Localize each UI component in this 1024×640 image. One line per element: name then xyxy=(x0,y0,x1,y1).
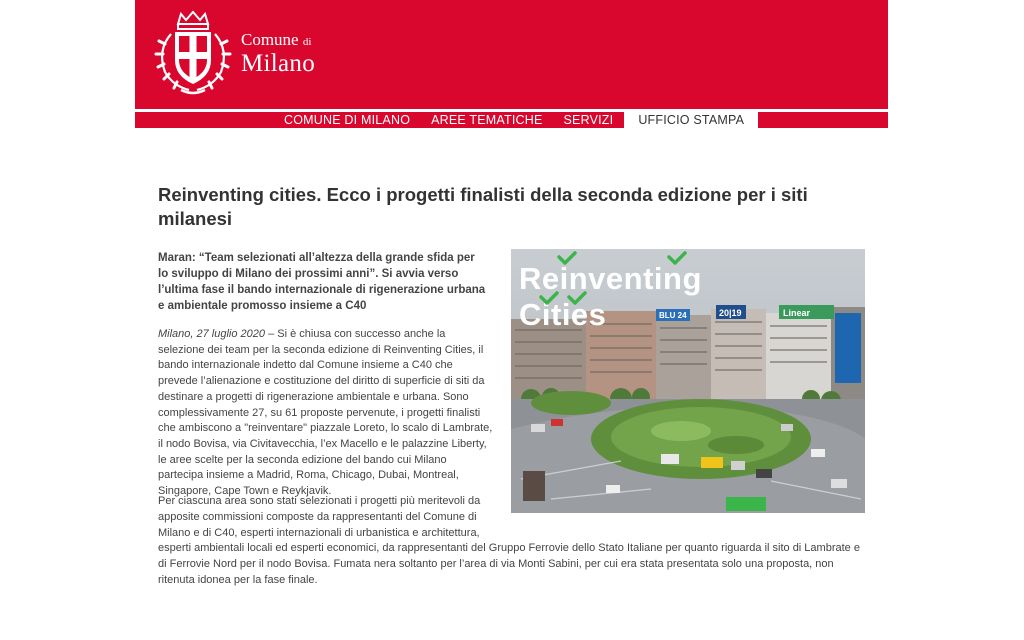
billboard-text-3: Linear xyxy=(783,308,811,318)
site-header xyxy=(135,0,888,128)
nav-item-ufficio-stampa[interactable]: UFFICIO STAMPA xyxy=(624,112,758,128)
check-icon xyxy=(559,253,575,263)
logo-milano: Milano xyxy=(241,49,316,77)
logo-di: di xyxy=(302,35,312,48)
comune-di-milano-logo[interactable] xyxy=(151,8,351,98)
brand-line-1: Reinventing xyxy=(519,261,702,296)
check-icon xyxy=(669,253,685,263)
article-paragraph-1 xyxy=(158,327,494,500)
brand-line-2: Cities xyxy=(519,297,607,332)
billboard-text-2: 20|19 xyxy=(719,308,742,318)
nav-item-servizi[interactable]: SERVIZI xyxy=(563,113,614,127)
billboard-text-1: BLU 24 xyxy=(659,311,687,320)
brand-check-marks xyxy=(511,249,865,329)
article-dateline: Milano, 27 luglio 2020 xyxy=(158,328,266,340)
nav-item-comune-di-milano[interactable]: COMUNE DI MILANO xyxy=(284,113,411,127)
article-title: Reinventing cities. Ecco i progetti finalisti della seconda edizione per i siti milanesi xyxy=(158,184,808,229)
logo-comune: Comune xyxy=(241,29,299,49)
article-lead: Maran: “Team selezionati all’altezza della grande sfida per lo sviluppo di Milano dei prossimi anni”. Si avvia verso l’ultima fase il bando internazionale di rigenerazione urbana e ambientale promosso insieme a C40 xyxy=(158,252,486,312)
check-icon xyxy=(569,293,585,303)
article-photo[interactable] xyxy=(511,249,865,513)
main-nav xyxy=(274,112,758,128)
article-paragraph-2-top: Per ciascuna area sono stati selezionati i progetti più meritevoli da apposite commissioni composte da rappresentanti del Comune di Milano e di C40, esperti internazionali di urbanistica e architettura, xyxy=(158,495,481,539)
logo-text xyxy=(241,31,315,76)
milano-coat-of-arms-icon xyxy=(151,10,235,96)
check-icon xyxy=(541,293,557,303)
article-paragraph-2-rest: esperti ambientali locali ed esperti economici, da rappresentanti del Gruppo Ferrovie dello Stato Italiane per quanto riguarda il sito di Lambrate e di Ferrovie Nord per il nodo Bovisa. Fumata nera soltanto per l’area di via Monti Sabini, per cui era stata presentata solo una proposta, non ritenuta idonea per la fase finale. xyxy=(158,542,860,586)
article-paragraph-1-body: – Si è chiusa con successo anche la selezione dei team per la seconda edizione di Reinventing Cities, il bando internazionale indetto dal Comune insieme a C40 che prevede l’alienazione e costituzione del diritto di superficie di siti da destinare a progetti di rigenerazione ambientale e urbana. Sono complessivamente 27, su 61 proposte pervenute, i progetti finalisti che ambiscono a "reinventare" piazzale Loreto, lo scalo di Lambrate, il nodo Bovisa, via Civitavecchia, l’ex Macello e le palazzine Liberty, le aree scelte per la seconda edizione del bando cui Milano partecipa insieme a Madrid, Roma, Chicago, Dubai, Montreal, Singapore, Cape Town e Reykjavik. xyxy=(158,328,493,498)
nav-item-aree-tematiche[interactable]: AREE TEMATICHE xyxy=(431,113,543,127)
